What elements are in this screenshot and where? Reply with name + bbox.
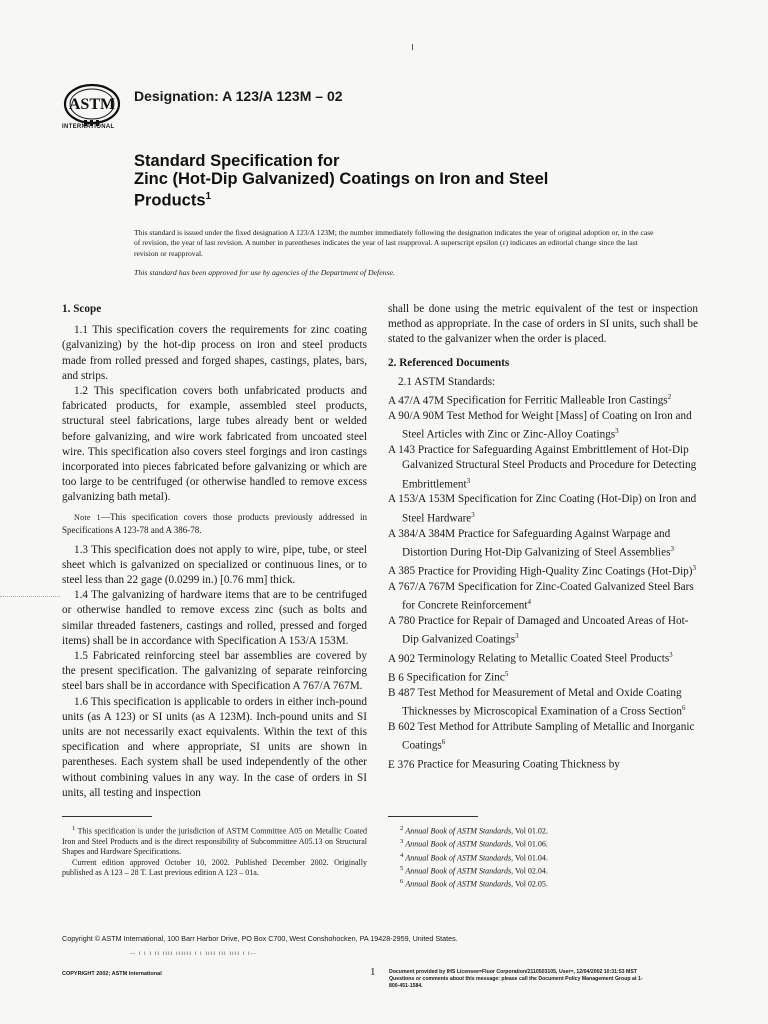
paragraph-1-4: 1.4 The galvanizing of hardware items that are to be centrifuged or otherwise handled to remove excess zinc (such as bolts and similar threaded fasteners, castings and rolled, pressed and forged items) shall be in accordance with Specification A 153/A 153M.: [62, 589, 367, 647]
logo-letters: ASTM: [68, 96, 116, 113]
paragraph-1-2: 1.2 This specification covers both unfabricated products and fabricated products, for example, assembled steel products, structural steel fabrications, large tubes already bent or welded before galvanizing, and wire work fabricated from uncoated steel wire. This specification also covers steel forgings and iron castings incorporated into pieces fabricated before galvanizing or which are too large to be centrifuged (or otherwise handled to remove excess galvanizing bath metal).: [62, 385, 367, 504]
reference-item: A 47/A 47M Specification for Ferritic Malleable Iron Castings$^2$: [388, 393, 672, 407]
footnote-rule: [388, 816, 478, 817]
stray-dotted-line: [0, 596, 60, 597]
document-title: [134, 152, 654, 210]
title-line-3: Products$^1$: [134, 191, 212, 210]
stray-mark: [412, 44, 413, 50]
reference-item: E 376 Practice for Measuring Coating Thickness by: [388, 758, 620, 771]
reference-item: A 902 Terminology Relating to Metallic Coated Steel Products$^3$: [388, 650, 673, 665]
barcode: -- ı ı ı ıı ıııı ıııııı ı ı ıııı ııı ıııı ı ı--: [130, 951, 257, 957]
title-footnote-mark: 1: [205, 191, 212, 202]
document-provider-info: Document provided by IHS Licensee=Fluor Corporation/2110503105, User=, 12/04/2002 10:31:53 MST Questions or comments about this message: please call the Document Policy Management Group at 1-800-451-1584.: [389, 969, 643, 989]
copyright-line: Copyright © ASTM International, 100 Barr Harbor Drive, PO Box C700, West Conshohocken, PA 19428-2959, United States.: [62, 934, 458, 943]
footnote-1: $^1$ This specification is under the jurisdiction of ASTM Committee A05 on Metallic Coated Iron and Steel Products and is the direct responsibility of Subcommittee A05.13 on Structural Shapes and Hardware Specifications. Current edition approved October 10, 2002. Published December 2002. Originally published as A 123 – 28 T. Last previous edition A 123 – 01a.: [62, 825, 367, 878]
left-column: [62, 302, 367, 801]
paragraph-1-6: 1.6 This specification is applicable to orders in either inch-pound units (as A 123) or SI units (as A 123M). Inch-pound units and SI units are not necessarily exact equivalents. Within the text of this specification and where appropriate, SI units are shown in parentheses. Each system shall be used independently of the other without combining values in any way. In the case of orders in SI units, all testing and inspection: [62, 695, 367, 799]
page-number: 1: [370, 966, 376, 978]
right-column: [388, 302, 698, 773]
title-line-1: Standard Specification for: [134, 152, 340, 170]
footnote-item: $^2$ Annual Book of ASTM Standards, Vol 01.02.: [400, 825, 548, 836]
reference-item: A 767/A 767M Specification for Zinc-Coated Galvanized Steel Bars for Concrete Reinforcement$^4$: [388, 580, 694, 612]
designation: Designation: A 123/A 123M – 02: [134, 88, 343, 104]
copyright-short: COPYRIGHT 2002; ASTM International: [62, 971, 162, 977]
reference-item: B 487 Test Method for Measurement of Metal and Oxide Coating Thicknesses by Microscopical Examination of a Cross Section$^6$: [388, 686, 686, 718]
section-heading-references: 2. Referenced Documents: [388, 356, 510, 369]
footnote-item: $^3$ Annual Book of ASTM Standards, Vol 01.06.: [400, 838, 548, 849]
reference-item: A 384/A 384M Practice for Safeguarding Against Warpage and Distortion During Hot-Dip Galvanizing of Steel Assemblies$^3$: [388, 527, 674, 559]
issued-note: This standard is issued under the fixed designation A 123/A 123M; the number immediately following the designation indicates the year of original adoption or, in the case of revision, the year of last revision. A number in parentheses indicates the year of last reapproval. A superscript epsilon (ε) indicates an editorial change since the last revision or reapproval.: [134, 228, 654, 258]
paragraph-continued: shall be done using the metric equivalent of the test or inspection method as appropriate. In the case of orders in SI units, such shall be stated to the galvanizer when the order is placed.: [388, 303, 698, 346]
logo-label: INTERNATIONAL: [62, 124, 115, 130]
paragraph-1-5: 1.5 Fabricated reinforcing steel bar assemblies are covered by the present specification. The galvanizing of separate reinforcing steel bars shall be in accordance with Specification A 767/A 767M.: [62, 650, 367, 693]
section-heading-scope: 1. Scope: [62, 303, 102, 315]
footnote-rule: [62, 816, 152, 817]
reference-item: A 780 Practice for Repair of Damaged and Uncoated Areas of Hot-Dip Galvanized Coatings$^3$: [388, 614, 689, 646]
footnote-item: $^6$ Annual Book of ASTM Standards, Vol 02.05.: [400, 878, 548, 889]
note-1: Note 1—This specification covers those products previously addressed in Specifications A 123-78 and A 386-78.: [62, 511, 367, 535]
references-subheading: 2.1 ASTM Standards:: [398, 375, 496, 388]
reference-item: A 143 Practice for Safeguarding Against Embrittlement of Hot-Dip Galvanized Structural Steel Products and Procedure for Detecting Embrittlement$^3$: [388, 444, 697, 491]
footnote-item: $^4$ Annual Book of ASTM Standards, Vol 01.04.: [400, 851, 548, 863]
reference-list: [388, 390, 698, 773]
paragraph-1-1: 1.1 This specification covers the requirements for zinc coating (galvanizing) by the hot-dip process on iron and steel products made from rolled pressed and forged shapes, castings, plates, bars, and strips.: [62, 324, 367, 382]
reference-item: B 602 Test Method for Attribute Sampling of Metallic and Inorganic Coatings$^6$: [388, 720, 695, 752]
reference-item: A 90/A 90M Test Method for Weight [Mass] of Coating on Iron and Steel Articles with Zinc or Zinc-Alloy Coatings$^3$: [388, 409, 692, 441]
reference-item: A 153/A 153M Specification for Zinc Coating (Hot-Dip) on Iron and Steel Hardware$^3$: [388, 493, 697, 525]
paragraph-1-3: 1.3 This specification does not apply to wire, pipe, tube, or steel sheet which is galvanized on specialized or continuous lines, or to steel less than 22 gage (0.0299 in.) [0.76 mm] thick.: [62, 543, 367, 587]
title-line-2: Zinc (Hot-Dip Galvanized) Coatings on Iron and Steel: [134, 170, 549, 188]
footnote-item: $^5$ Annual Book of ASTM Standards, Vol 02.04.: [400, 864, 548, 876]
reference-item: B 6 Specification for Zinc$^5$: [388, 669, 509, 684]
approved-note: This standard has been approved for use by agencies of the Department of Defense.: [134, 268, 396, 277]
footnotes-right: [400, 824, 700, 890]
reference-item: A 385 Practice for Providing High-Quality Zinc Coatings $(Hot-Dip)^3$: [388, 563, 697, 578]
